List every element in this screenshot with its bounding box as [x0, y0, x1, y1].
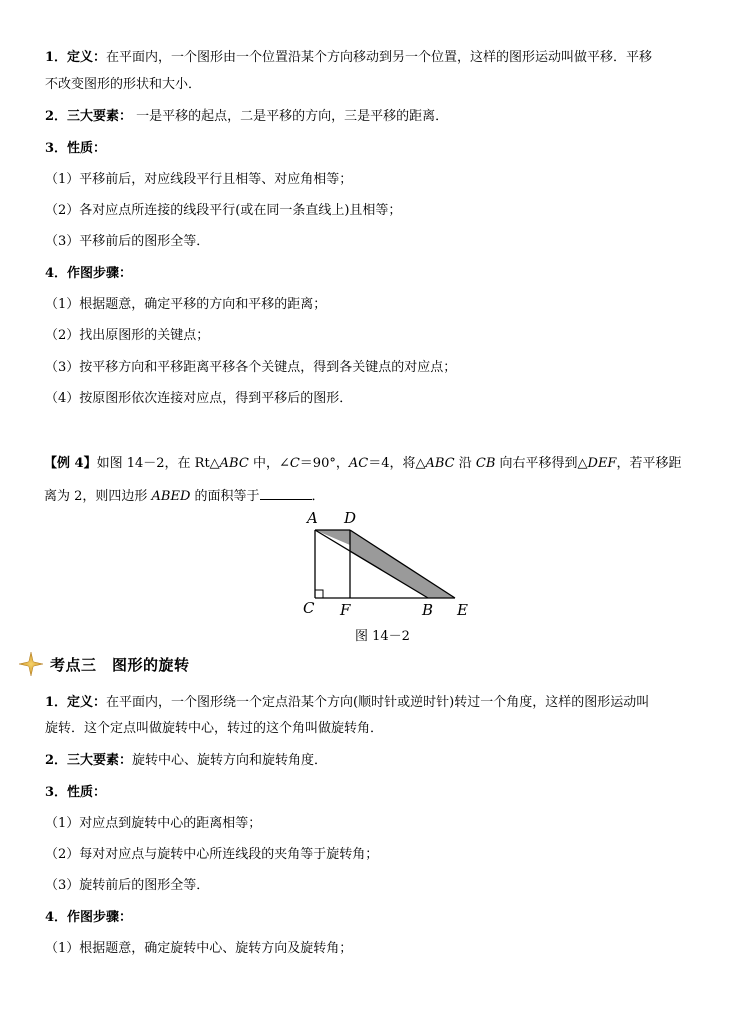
- definition-line-continued: 旋转．这个定点叫做旋转中心，转过的这个角叫做旋转角．: [45, 721, 384, 736]
- segment-de: [350, 530, 455, 598]
- definition-label: 1．定义：: [45, 50, 107, 65]
- example-line-1: [44, 455, 704, 473]
- example-text: 中，∠: [248, 456, 290, 471]
- definition-text: 在平面内，一个图形由一个位置沿某个方向移动到另一个位置，这样的图形运动叫做平移．平移: [106, 50, 653, 65]
- properties-heading: [45, 140, 705, 158]
- example-label: 【例 4】: [44, 456, 97, 471]
- properties-heading: [45, 784, 705, 802]
- var-def: DEF: [587, 456, 617, 471]
- example-text: ，若平移距: [616, 456, 682, 471]
- elements-label: 2．三大要素：: [45, 109, 133, 124]
- label-e: E: [457, 601, 468, 619]
- elements-line: [45, 108, 705, 126]
- var-abc: ABC: [425, 456, 455, 471]
- var-abc: ABC: [219, 456, 249, 471]
- property-item: （2）各对应点所连接的线段平行(或在同一条直线上)且相等；: [45, 203, 402, 218]
- definition-line: [45, 694, 705, 712]
- section-title: 考点三 图形的旋转: [50, 655, 190, 674]
- definition-label: 1．定义：: [45, 695, 107, 710]
- property-item: （1）对应点到旋转中心的距离相等；: [45, 816, 262, 831]
- step-item: （4）按原图形依次连接对应点，得到平移后的图形．: [45, 391, 353, 406]
- definition-line-continued: 不改变图形的形状和大小．: [45, 77, 202, 92]
- steps-label: 4．作图步骤：: [45, 266, 133, 281]
- property-item: （1）平移前后，对应线段平行且相等、对应角相等；: [45, 172, 353, 187]
- property-item: （3）平移前后的图形全等．: [45, 234, 210, 249]
- properties-label: 3．性质：: [45, 141, 107, 156]
- definition-line: [45, 49, 705, 67]
- var-cb: CB: [475, 456, 496, 471]
- label-f: F: [340, 601, 351, 619]
- answer-blank: [260, 485, 312, 500]
- elements-text: 一是平移的起点，二是平移的方向，三是平移的距离．: [132, 109, 449, 124]
- property-item: （2）每对对应点与旋转中心所连线段的夹角等于旋转角；: [45, 847, 379, 862]
- step-item: （3）按平移方向和平移距离平移各个关键点，得到各关键点的对应点；: [45, 360, 457, 375]
- label-d: D: [344, 509, 357, 527]
- four-point-star-icon: [18, 651, 44, 677]
- var-abed: ABED: [151, 489, 191, 504]
- properties-label: 3．性质：: [45, 785, 107, 800]
- example-text: 沿: [454, 456, 476, 471]
- triangle-translation-diagram: [295, 505, 485, 635]
- example-text: 如图 14－2，在 Rt△: [96, 456, 220, 471]
- segment-ab: [315, 530, 428, 598]
- figure-caption: 图 14－2: [355, 629, 410, 644]
- elements-label: 2．三大要素：: [45, 753, 133, 768]
- example-text: ＝4，将△: [368, 456, 426, 471]
- steps-label: 4．作图步骤：: [45, 910, 133, 925]
- step-item: （1）根据题意，确定旋转中心、旋转方向及旋转角；: [45, 941, 353, 956]
- steps-heading: [45, 265, 705, 283]
- figure-14-2: [295, 505, 485, 635]
- example-text: 向右平移得到△: [495, 456, 588, 471]
- shaded-region: [315, 530, 455, 598]
- example-text: ．: [311, 489, 325, 504]
- example-text: 的面积等于: [190, 489, 260, 504]
- label-a: A: [307, 509, 318, 527]
- example-text: 离为 2，则四边形: [44, 489, 152, 504]
- example-text: ＝90°，: [299, 456, 349, 471]
- label-b: B: [422, 601, 434, 619]
- property-item: （3）旋转前后的图形全等．: [45, 878, 210, 893]
- steps-heading: [45, 909, 705, 927]
- var-c: C: [289, 456, 300, 471]
- right-angle-mark: [315, 590, 323, 598]
- label-c: C: [303, 599, 315, 617]
- var-ac: AC: [348, 456, 369, 471]
- definition-text: 在平面内，一个图形绕一个定点沿某个方向(顺时针或逆时针)转过一个角度，这样的图形运动叫: [106, 695, 650, 710]
- step-item: （2）找出原图形的关键点；: [45, 328, 210, 343]
- elements-line: [45, 752, 705, 770]
- example-line-2: [44, 485, 704, 506]
- elements-text: 旋转中心、旋转方向和旋转角度．: [132, 753, 328, 768]
- section-header: [18, 651, 190, 677]
- step-item: （1）根据题意，确定平移的方向和平移的距离；: [45, 297, 327, 312]
